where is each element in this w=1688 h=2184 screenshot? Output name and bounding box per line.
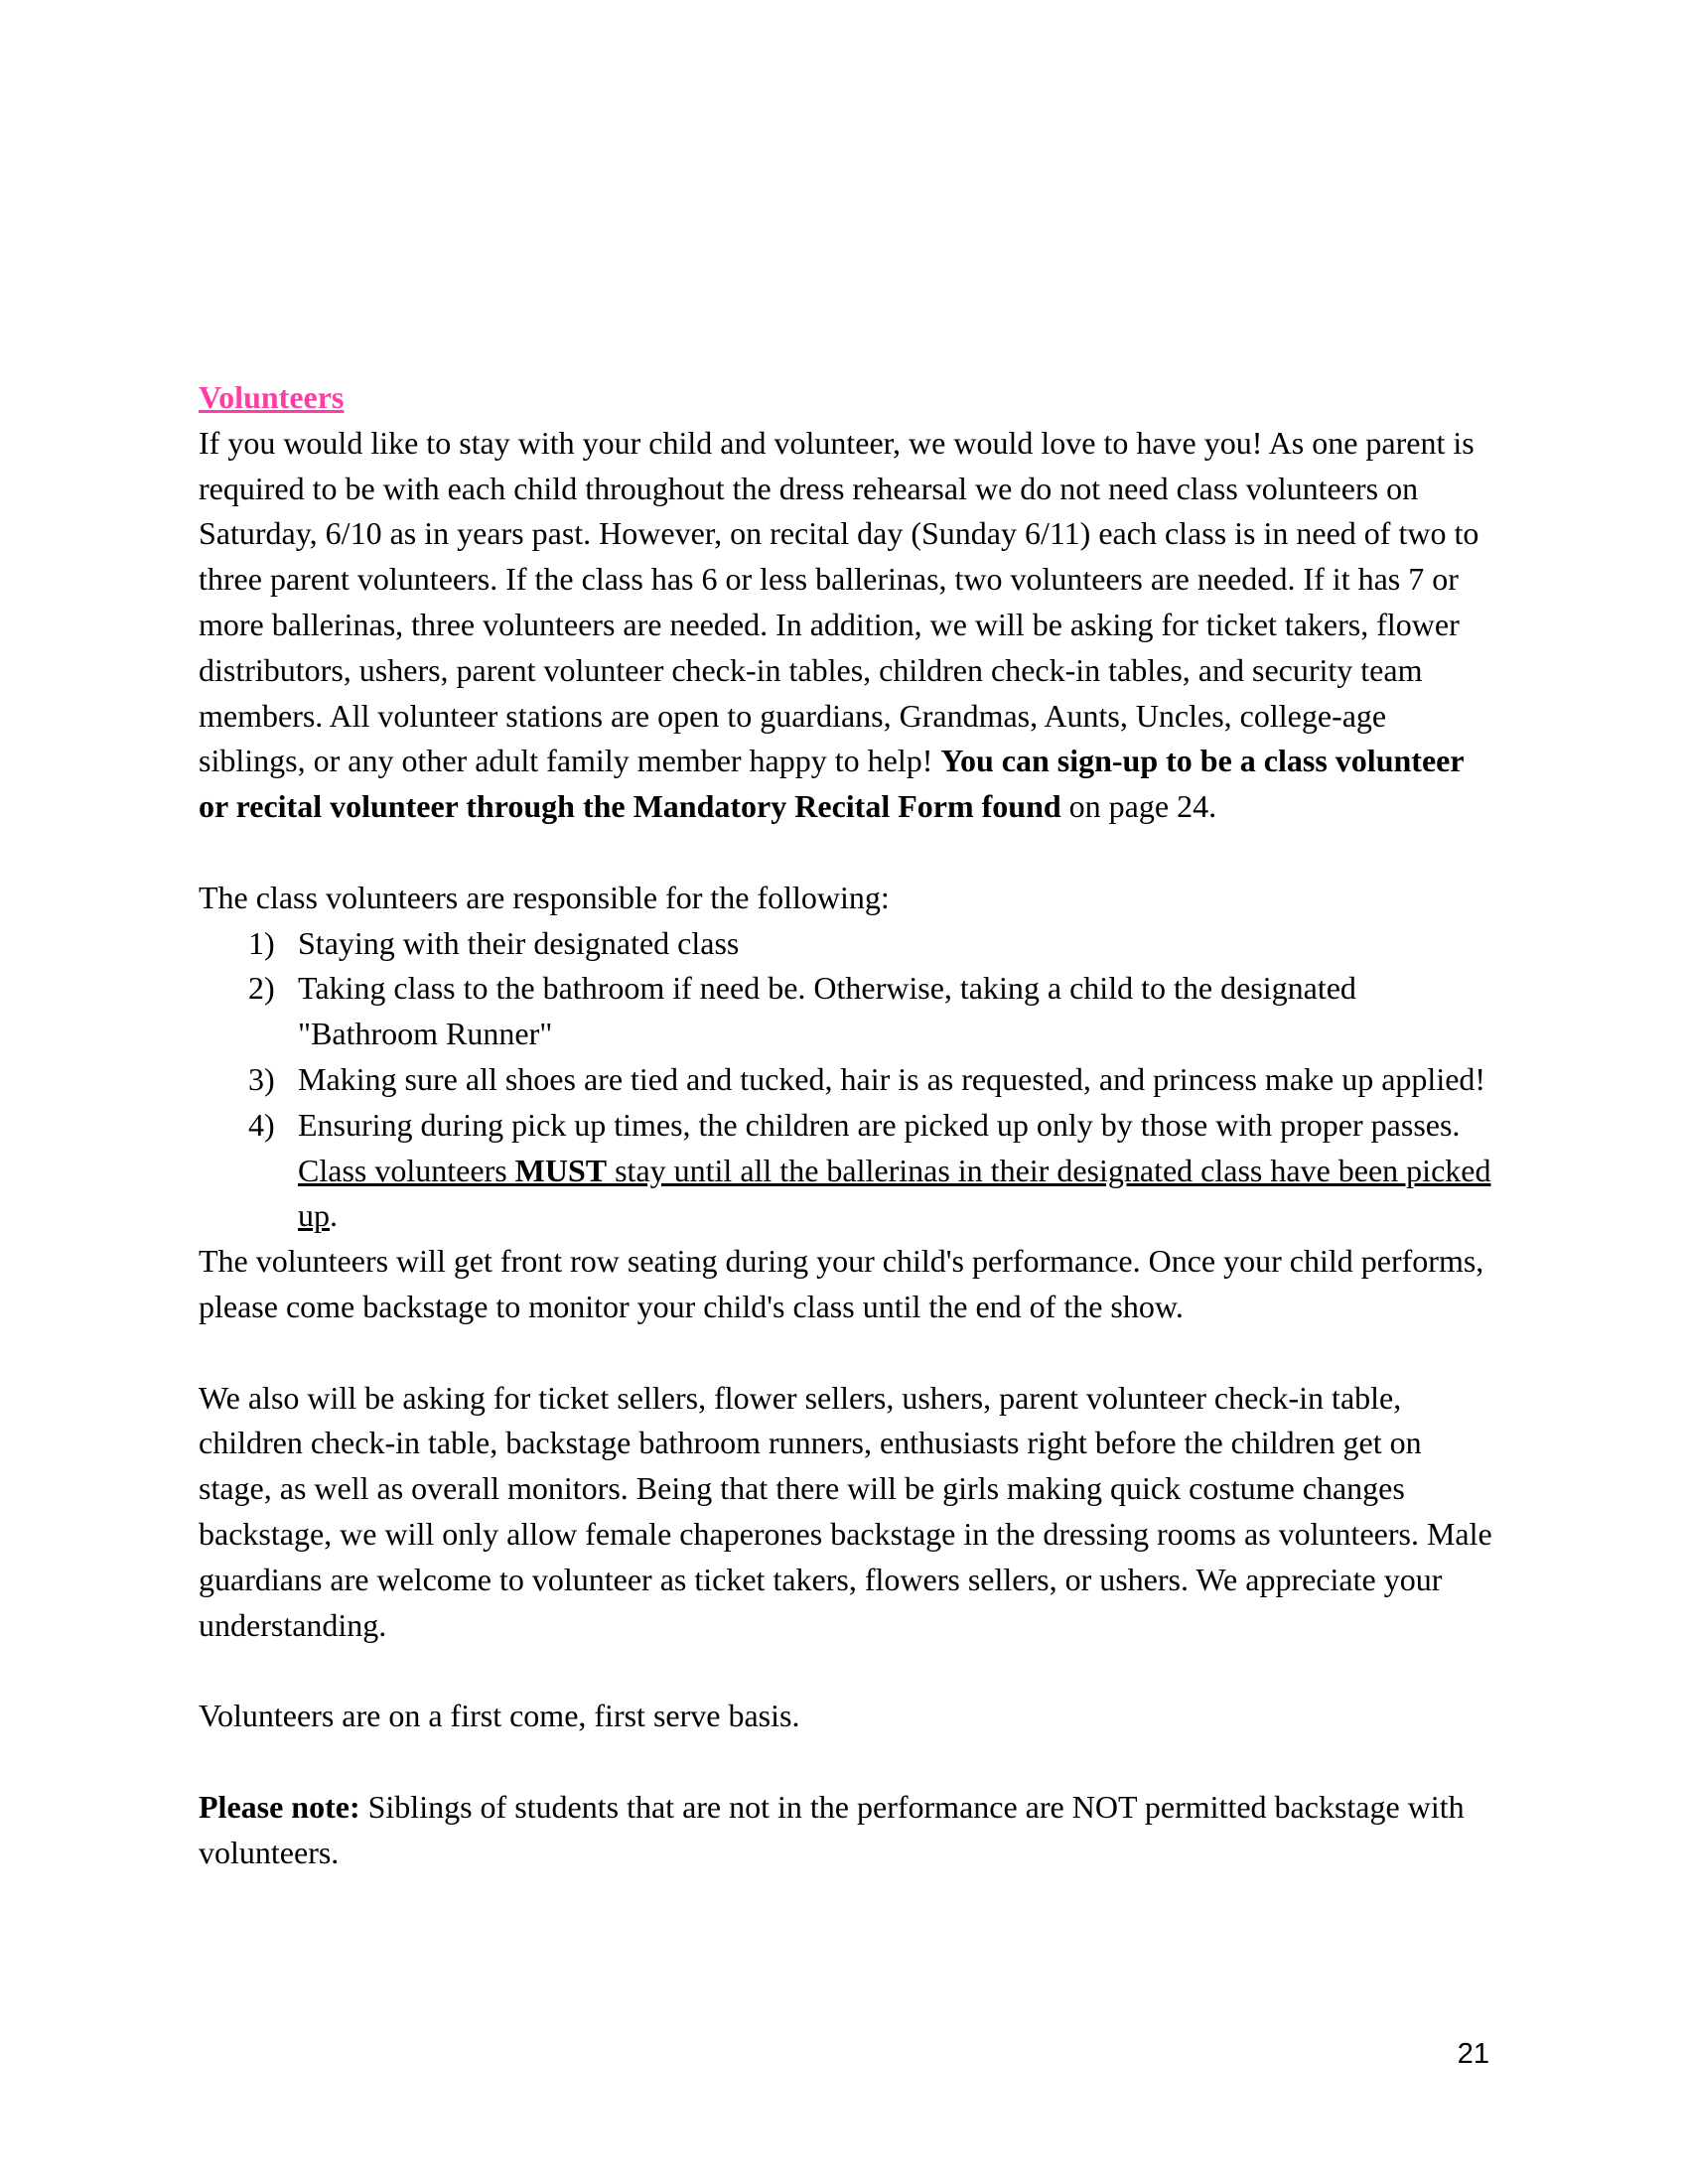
intro-tail-text: on page 24. xyxy=(1060,788,1217,825)
list-item-end: . xyxy=(330,1197,338,1234)
intro-text: If you would like to stay with your child and volunteer, we would love to have you! As one parent is required to be with each child throughout the dress rehearsal we do not need class volunteers on Saturday, 6/10 as in years past. However, on recital day (Sunday 6/11) each class is in need of two to three parent volunteers. If the class has 6 or less ballerinas, two volunteers are needed. If it has 7 or more ballerinas, three volunteers are needed. In addition, we will be asking for ticket takers, flower distributors, ushers, parent volunteer check-in tables, children check-in tables, and security team members. All volunteer stations are open to guardians, Grandmas, Aunts, Uncles, college-age siblings, or any other adult family member happy to help! xyxy=(199,424,1479,779)
paragraph-gap xyxy=(199,1648,1499,1694)
underlined-pre: Class volunteers xyxy=(298,1152,515,1188)
list-item-number: 1) xyxy=(248,924,275,961)
list-item-number: 3) xyxy=(248,1060,275,1097)
document-body xyxy=(199,375,1499,1875)
note-paragraph xyxy=(199,1785,1499,1876)
list-item-text: Taking class to the bathroom if need be. Otherwise, taking a child to the designated "Bathroom Runner" xyxy=(298,970,1356,1052)
intro-paragraph xyxy=(199,421,1499,830)
list-item-number: 2) xyxy=(248,970,275,1007)
list-item-text: Making sure all shoes are tied and tucked, hair is as requested, and princess make up applied! xyxy=(298,1060,1486,1097)
intro-bold-text: You can sign-up to be a class volunteer or recital volunteer through the Mandatory Recital Form found xyxy=(199,743,1464,825)
list-item xyxy=(199,1057,1499,1103)
duties-list xyxy=(199,921,1499,1240)
list-item-number: 4) xyxy=(248,1106,275,1143)
list-item-text: Ensuring during pick up times, the children are picked up only by those with proper passes. xyxy=(298,1106,1461,1143)
other-roles-paragraph: We also will be asking for ticket sellers, flower sellers, ushers, parent volunteer check-in table, children check-in table, backstage bathroom runners, enthusiasts right before the children get on stage, as well as overall monitors. Being that there will be girls making quick costume changes backstage, we will only allow female chaperones backstage in the dressing rooms as volunteers. Male guardians are welcome to volunteer as ticket takers, flowers sellers, or ushers. We appreciate your understanding. xyxy=(199,1379,1492,1643)
seating-paragraph: The volunteers will get front row seating during your child's performance. Once your child performs, please come backstage to monitor your child's class until the end of the show. xyxy=(199,1243,1484,1324)
underlined-requirement xyxy=(298,1153,1490,1234)
paragraph-gap xyxy=(199,1739,1499,1785)
duties-heading: The class volunteers are responsible for the following: xyxy=(199,879,890,915)
basis-paragraph: Volunteers are on a first come, first serve basis. xyxy=(199,1698,800,1734)
list-item xyxy=(199,1103,1499,1239)
paragraph-gap xyxy=(199,1330,1499,1376)
page-number: 21 xyxy=(1457,2038,1489,2070)
underlined-post: stay until all the ballerinas in their designated class have been picked up xyxy=(298,1152,1491,1234)
underlined-bold: MUST xyxy=(514,1152,608,1188)
list-item-text: Staying with their designated class xyxy=(298,924,740,961)
list-item xyxy=(199,921,1499,967)
paragraph-gap xyxy=(199,830,1499,876)
section-title: Volunteers xyxy=(199,379,345,415)
note-text: Siblings of students that are not in the performance are NOT permitted backstage with volunteers. xyxy=(199,1788,1465,1870)
note-label: Please note: xyxy=(199,1788,360,1825)
list-item xyxy=(199,966,1499,1057)
